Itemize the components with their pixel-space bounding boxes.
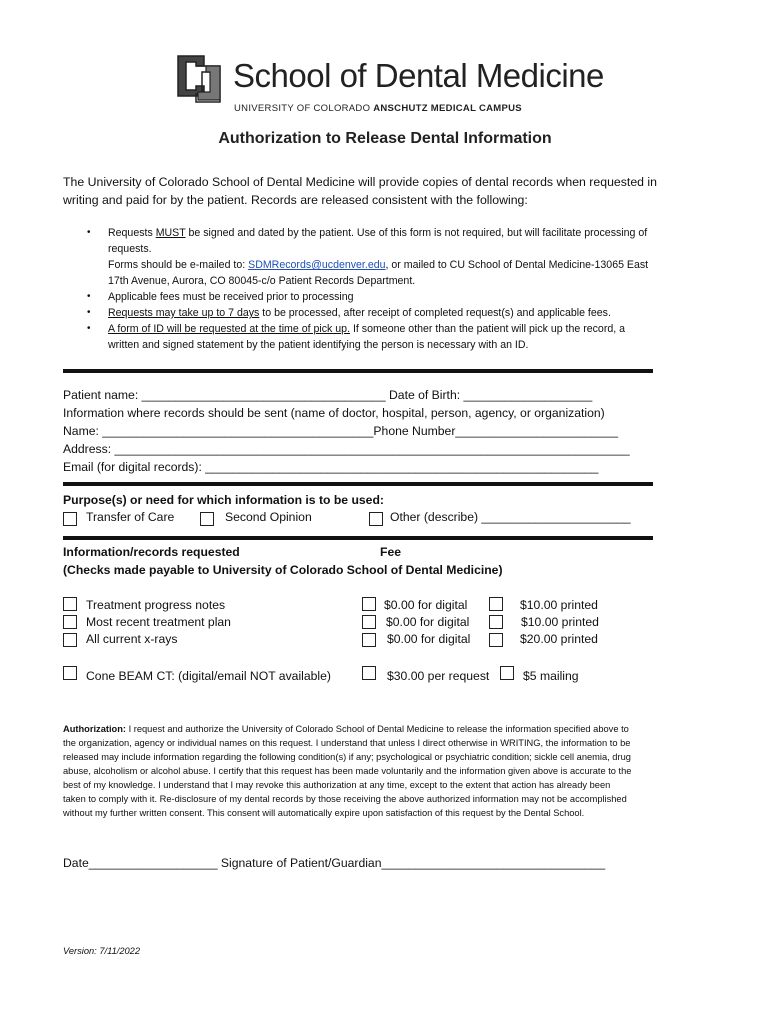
xrays-digital-fee: $0.00 for digital: [387, 632, 471, 646]
transfer-of-care-checkbox[interactable]: [63, 512, 77, 526]
authorization-line-7: without my further written consent. This consent will automatically expire upon satisfaction of this request by the Dental School.: [63, 808, 585, 818]
bullet-signed-line-2: requests.: [108, 243, 152, 255]
bullet-signed-line-4: 17th Avenue, Aurora, CO 80045-c/o Patient Records Department.: [108, 275, 416, 287]
xrays-checkbox[interactable]: [63, 633, 77, 647]
transfer-of-care-label: Transfer of Care: [86, 510, 175, 524]
intro-line-1: The University of Colorado School of Dental Medicine will provide copies of dental records when requested in: [63, 175, 657, 189]
treatment-plan-checkbox[interactable]: [63, 615, 77, 629]
treatment-notes-digital-fee: $0.00 for digital: [384, 598, 468, 612]
cbct-fee-checkbox[interactable]: [362, 666, 376, 680]
records-destination-label: Information where records should be sent (name of doctor, hospital, person, agency, or organization): [63, 406, 605, 420]
section-divider: [63, 482, 653, 486]
cbct-mailing-fee: $5 mailing: [523, 669, 579, 683]
other-purpose-field[interactable]: Other (describe) ______________________: [390, 510, 631, 524]
treatment-notes-printed-fee: $10.00 printed: [520, 598, 598, 612]
patient-name-dob-field[interactable]: Patient name: ____________________________________ Date of Birth: ___________________: [63, 388, 593, 402]
bullet-processing-time: • Requests may take up to 7 days to be processed, after receipt of completed request(s) and applicable fees.: [87, 307, 611, 319]
treatment-plan-digital-fee: $0.00 for digital: [386, 615, 470, 629]
cbct-checkbox[interactable]: [63, 666, 77, 680]
xrays-digital-checkbox[interactable]: [362, 633, 376, 647]
treatment-notes-checkbox[interactable]: [63, 597, 77, 611]
other-purpose-checkbox[interactable]: [369, 512, 383, 526]
bullet-signed: • Requests MUST be signed and dated by the patient. Use of this form is not required, but will facilitate processing of: [87, 227, 648, 239]
date-signature-field[interactable]: Date___________________ Signature of Patient/Guardian_________________________________: [63, 856, 606, 870]
authorization-line-4: abuse, alcoholism or alcohol abuse. I certify that this request has been made voluntarily and the information given above is accurate to the: [63, 766, 632, 776]
xrays-printed-fee: $20.00 printed: [520, 632, 598, 646]
section-divider: [63, 369, 653, 373]
authorization-line-1: Authorization: I request and authorize the University of Colorado School of Dental Medicine to release the information specified above to: [63, 724, 629, 734]
bullet-id-line-2: written and signed statement by the patient identifying the person is necessary with an ID.: [108, 339, 529, 351]
xrays-printed-checkbox[interactable]: [489, 633, 503, 647]
version-label: Version: 7/11/2022: [63, 946, 141, 956]
checks-note: (Checks made payable to University of Colorado School of Dental Medicine): [63, 563, 503, 577]
xrays-label: All current x-rays: [86, 632, 178, 646]
cbct-fee: $30.00 per request: [387, 669, 490, 683]
purpose-heading: Purpose(s) or need for which information is to be used:: [63, 493, 384, 507]
fee-heading: Fee: [380, 545, 402, 559]
treatment-notes-label: Treatment progress notes: [86, 598, 226, 612]
treatment-plan-printed-fee: $10.00 printed: [521, 615, 599, 629]
treatment-plan-printed-checkbox[interactable]: [489, 615, 503, 629]
treatment-plan-label: Most recent treatment plan: [86, 615, 231, 629]
records-heading: Information/records requested: [63, 545, 240, 559]
cbct-label: Cone BEAM CT: (digital/email NOT available): [86, 669, 331, 683]
authorization-line-3: released may include information regarding the following condition(s) if any; psychological or psychiatric condition; sickle cell anemia, drug: [63, 752, 631, 762]
treatment-plan-digital-checkbox[interactable]: [362, 615, 376, 629]
page-title: Authorization to Release Dental Information: [218, 130, 552, 147]
email-field[interactable]: Email (for digital records): __________________________________________________________: [63, 460, 599, 474]
authorization-line-5: best of my knowledge. I understand that I may revoke this authorization at any time, except to the extent that action has already been: [63, 780, 611, 790]
intro-line-2: writing and paid for by the patient. Records are released consistent with the following:: [63, 193, 528, 207]
bullet-signed-line-3: Forms should be e-mailed to: SDMRecords@ucdenver.edu, or mailed to CU School of Dental Medicine-13065 East: [108, 259, 649, 271]
school-name: School of Dental Medicine: [233, 57, 604, 94]
treatment-notes-digital-checkbox[interactable]: [362, 597, 376, 611]
address-field[interactable]: Address: ____________________________________________________________________________: [63, 442, 630, 456]
bullet-fees: • Applicable fees must be received prior to processing: [87, 291, 354, 303]
section-divider: [63, 536, 653, 540]
cbct-mailing-checkbox[interactable]: [500, 666, 514, 680]
second-opinion-label: Second Opinion: [225, 510, 312, 524]
cu-logo-icon: [174, 52, 224, 106]
second-opinion-checkbox[interactable]: [200, 512, 214, 526]
authorization-line-6: taken to comply with it. Re-disclosure of my dental records by those receiving the above authorized information may not be accomplished: [63, 794, 627, 804]
treatment-notes-printed-checkbox[interactable]: [489, 597, 503, 611]
name-phone-field[interactable]: Name: ________________________________________Phone Number________________________: [63, 424, 619, 438]
campus-name: UNIVERSITY OF COLORADO ANSCHUTZ MEDICAL CAMPUS: [234, 103, 522, 114]
bullet-id: • A form of ID will be requested at the time of pick up. If someone other than the patient will pick up the record, a: [87, 323, 626, 335]
authorization-line-2: the organization, agency or individual names on this request. I understand that unless I direct otherwise in WRITING, the information to be: [63, 738, 631, 748]
records-email-link[interactable]: SDMRecords@ucdenver.edu: [248, 259, 386, 271]
